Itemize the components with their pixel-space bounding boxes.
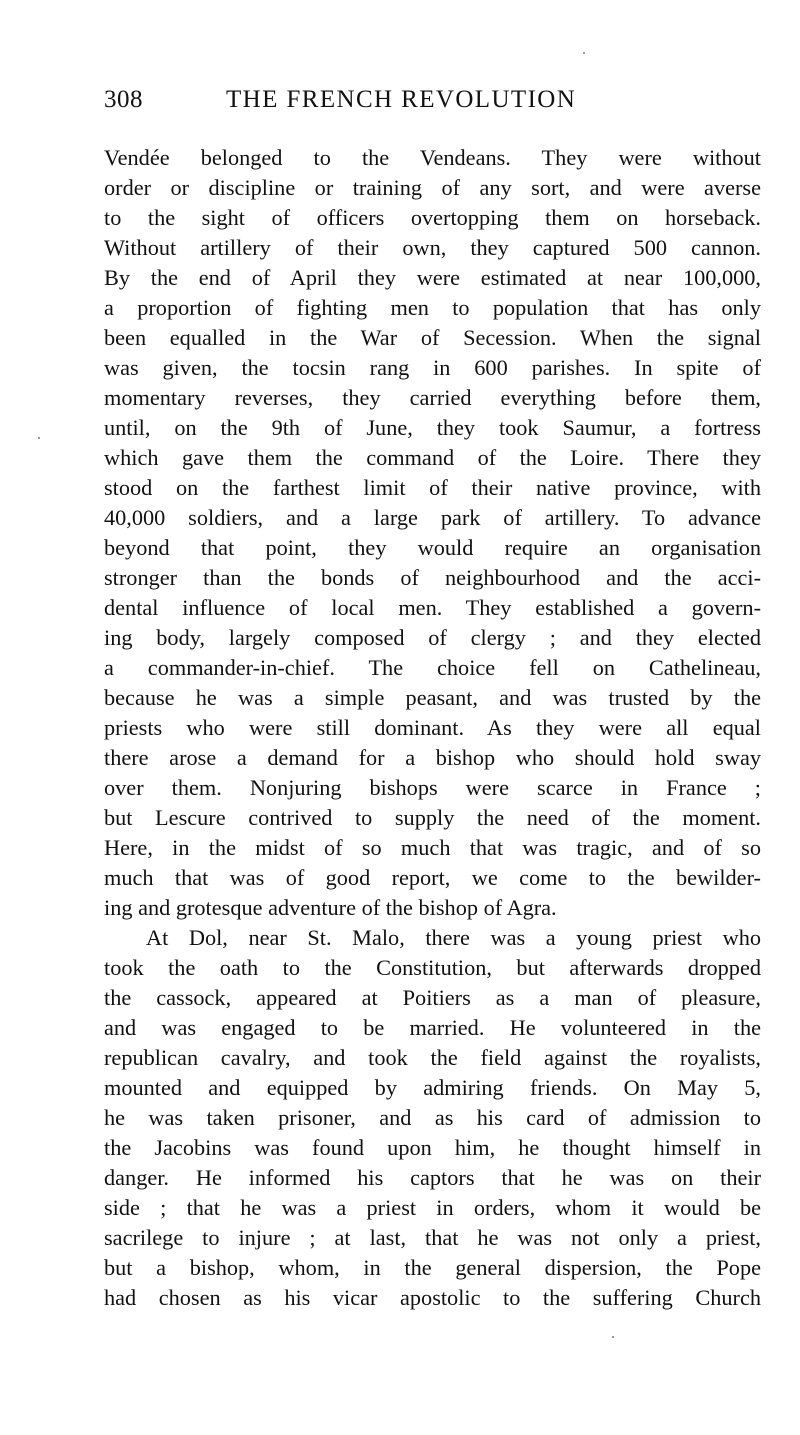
text-line: had chosen as his vicar apostolic to the suffering Church (104, 1285, 761, 1310)
print-speck (38, 437, 40, 439)
text-line: order or discipline or training of any sort, and were averse (104, 175, 761, 200)
text-line: but a bishop, whom, in the general dispersion, the Pope (104, 1255, 761, 1280)
text-line: took the oath to the Constitution, but afterwards dropped (104, 955, 761, 980)
text-line: which gave them the command of the Loire. There they (104, 445, 761, 470)
text-line: there arose a demand for a bishop who should hold sway (104, 745, 761, 770)
page-number: 308 (104, 86, 143, 113)
text-line: danger. He informed his captors that he was on their (104, 1165, 761, 1190)
text-line: republican cavalry, and took the field against the royalists, (104, 1045, 761, 1070)
text-line: 40,000 soldiers, and a large park of artillery. To advance (104, 505, 761, 530)
text-line: a commander-in-chief. The choice fell on Cathelineau, (104, 655, 761, 680)
text-line: the Jacobins was found upon him, he thought himself in (104, 1135, 761, 1160)
paragraph-start-line: At Dol, near St. Malo, there was a young priest who (146, 925, 761, 950)
text-line: mounted and equipped by admiring friends. On May 5, (104, 1075, 761, 1100)
text-line: beyond that point, they would require an organisation (104, 535, 761, 560)
text-line: much that was of good report, we come to the bewilder- (104, 865, 761, 890)
running-head (104, 86, 761, 122)
print-speck (583, 52, 585, 54)
text-line: been equalled in the War of Secession. When the signal (104, 325, 761, 350)
text-line: stronger than the bonds of neighbourhood and the acci- (104, 565, 761, 590)
text-line: until, on the 9th of June, they took Saumur, a fortress (104, 415, 761, 440)
text-line: By the end of April they were estimated at near 100,000, (104, 265, 761, 290)
text-line: he was taken prisoner, and as his card of admission to (104, 1105, 761, 1130)
text-line: but Lescure contrived to supply the need of the moment. (104, 805, 761, 830)
text-line: dental influence of local men. They established a govern- (104, 595, 761, 620)
text-line: the cassock, appeared at Poitiers as a man of pleasure, (104, 985, 761, 1010)
book-page (104, 86, 761, 1313)
text-line: Here, in the midst of so much that was tragic, and of so (104, 835, 761, 860)
body-text (104, 143, 761, 1313)
text-line: Without artillery of their own, they captured 500 cannon. (104, 235, 761, 260)
print-speck (612, 1336, 614, 1338)
text-line: Vendée belonged to the Vendeans. They were without (104, 145, 761, 170)
text-line: sacrilege to injure ; at last, that he was not only a priest, (104, 1225, 761, 1250)
text-line: over them. Nonjuring bishops were scarce in France ; (104, 775, 761, 800)
text-line: priests who were still dominant. As they were all equal (104, 715, 761, 740)
text-line: because he was a simple peasant, and was trusted by the (104, 685, 761, 710)
running-title: THE FRENCH REVOLUTION (226, 86, 577, 113)
text-line: to the sight of officers overtopping them on horseback. (104, 205, 761, 230)
text-line: side ; that he was a priest in orders, whom it would be (104, 1195, 761, 1220)
text-line: and was engaged to be married. He volunteered in the (104, 1015, 761, 1040)
text-line: a proportion of fighting men to population that has only (104, 295, 761, 320)
paragraph-end-line: ing and grotesque adventure of the bishop of Agra. (104, 895, 557, 920)
text-line: momentary reverses, they carried everything before them, (104, 385, 761, 410)
text-line: ing body, largely composed of clergy ; and they elected (104, 625, 761, 650)
text-line: stood on the farthest limit of their native province, with (104, 475, 761, 500)
text-line: was given, the tocsin rang in 600 parishes. In spite of (104, 355, 761, 380)
